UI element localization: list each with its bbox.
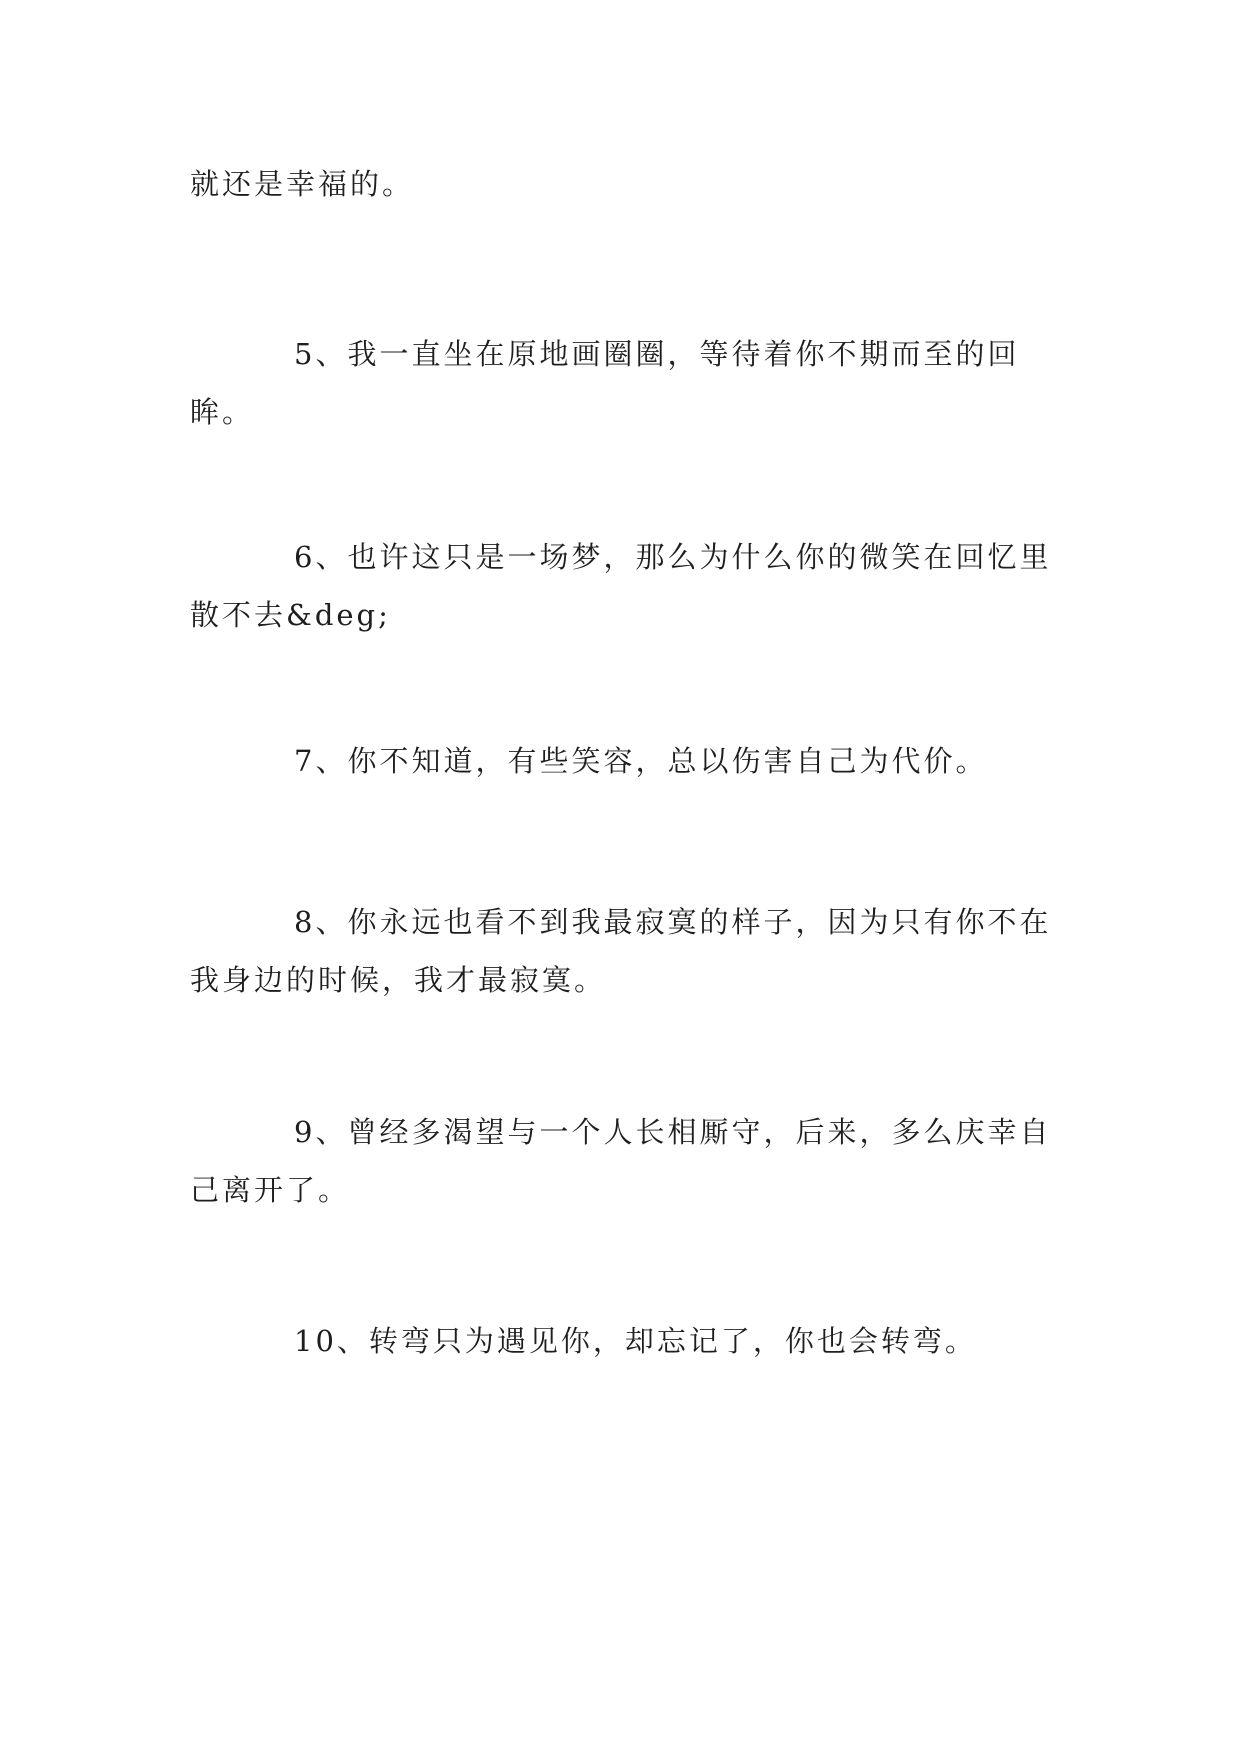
paragraph-item-7: 7、你不知道，有些笑容，总以伤害自己为代价。 xyxy=(294,744,988,778)
paragraph-item-8: 8、你永远也看不到我最寂寞的样子，因为只有你不在我身边的时候，我才最寂寞。 xyxy=(190,905,1052,997)
paragraph-item-10: 10、转弯只为遇见你，却忘记了，你也会转弯。 xyxy=(294,1324,977,1358)
paragraph-item-6: 6、也许这只是一场梦，那么为什么你的微笑在回忆里散不去&deg; xyxy=(190,540,1052,632)
paragraph-continuation: 就还是幸福的。 xyxy=(190,167,415,201)
paragraph-item-9: 9、曾经多渴望与一个人长相厮守，后来，多么庆幸自己离开了。 xyxy=(190,1115,1052,1207)
paragraph-item-5: 5、我一直坐在原地画圈圈，等待着你不期而至的回眸。 xyxy=(190,337,1020,429)
